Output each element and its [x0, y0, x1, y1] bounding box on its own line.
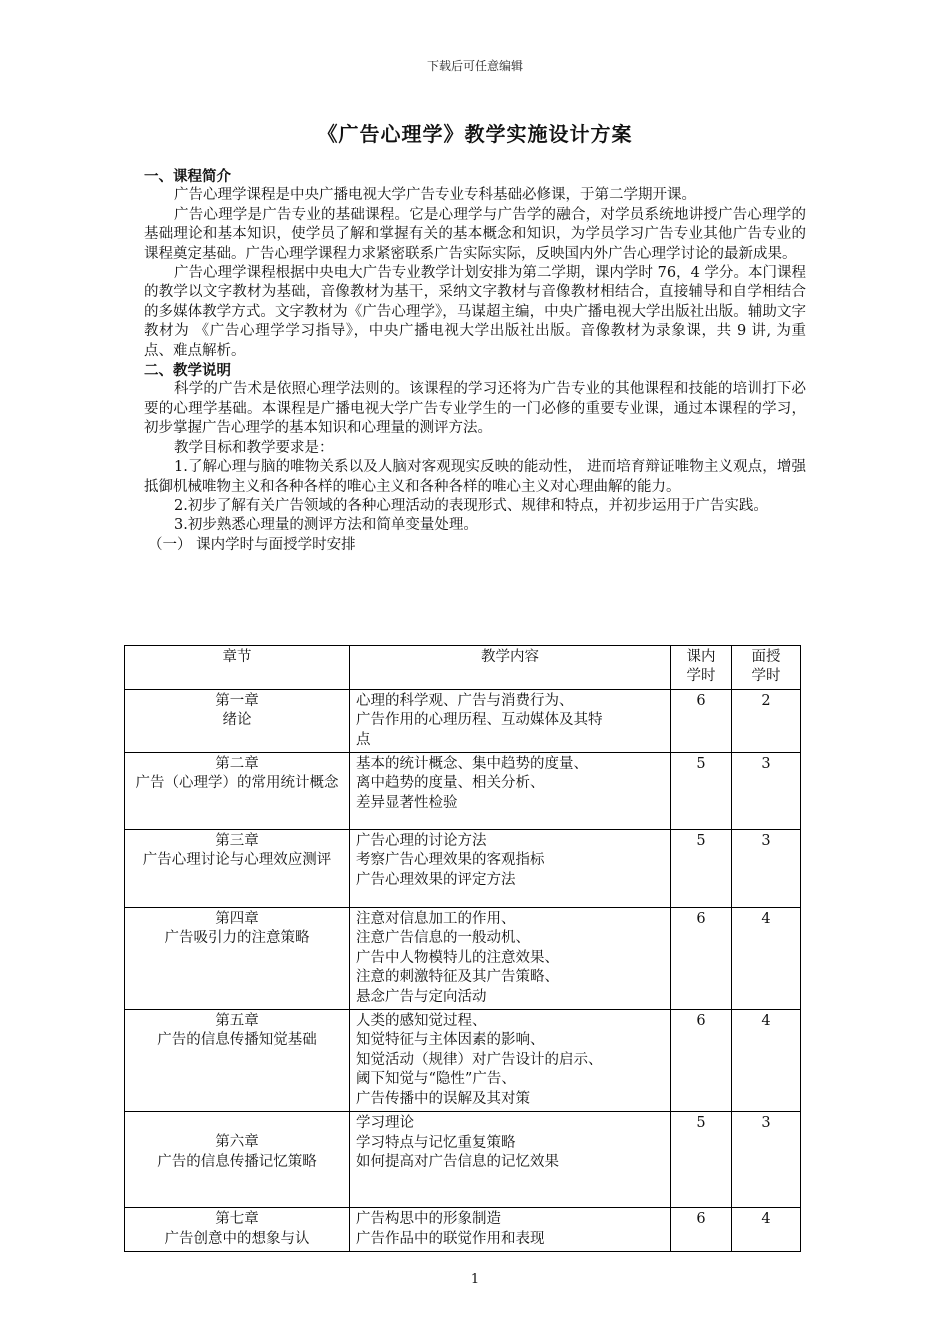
chapter-cell: 第三章 广告心理讨论与心理效应测评 [125, 830, 350, 908]
paragraph: 广告心理学是广告专业的基础课程。它是心理学与广告学的融合，对学员系统地讲授广告心理学的基础理论和基本知识，使学员了解和掌握有关的基本概念和知识，为学员学习广告专业其他广告专业的课程奠定基础。广告心理学课程力求紧密联系广告实际实际，反映国内外广告心理学讨论的最新成果。 [144, 206, 806, 262]
content-cell: 学习理论 学习特点与记忆重复策略 如何提高对广告信息的记忆效果 [350, 1112, 671, 1208]
in-class-hours-cell: 5 [671, 1112, 732, 1208]
table-header-row [125, 646, 801, 690]
page-number: 1 [470, 1272, 480, 1287]
list-item: 1.了解心理与脑的唯物关系以及人脑对客观现实反映的能动性， 进而培育辩证唯物主义观点，增强抵御机械唯物主义和各种各样的唯心主义和各种各样的唯心主义对心理曲解的能力。 [144, 459, 806, 495]
document-body [144, 167, 806, 555]
chapter-cell: 第四章 广告吸引力的注意策略 [125, 908, 350, 1010]
in-class-hours-cell: 6 [671, 1010, 732, 1112]
table-row [125, 830, 801, 908]
list-item: 3.初步熟悉心理量的测评方法和简单变量处理。 [174, 517, 478, 534]
paragraph: 广告心理学课程是中央广播电视大学广告专业专科基础必修课，于第二学期开课。 [174, 187, 696, 204]
face-hours-cell: 4 [732, 1010, 801, 1112]
header-chapter: 章节 [125, 646, 350, 690]
content-cell: 广告心理的讨论方法 考察广告心理效果的客观指标 广告心理效果的评定方法 [350, 830, 671, 908]
face-hours-cell: 2 [732, 689, 801, 752]
face-hours-cell: 4 [732, 1208, 801, 1252]
face-hours-cell: 4 [732, 908, 801, 1010]
in-class-hours-cell: 6 [671, 908, 732, 1010]
in-class-hours-cell: 5 [671, 753, 732, 830]
content-cell: 人类的感知觉过程、 知觉特征与主体因素的影响、 知觉活动（规律）对广告设计的启示、 阈下知觉与“隐性”广告、 广告传播中的误解及其对策 [350, 1010, 671, 1112]
chapter-cell: 第二章 广告（心理学）的常用统计概念 [125, 753, 350, 830]
section-heading-intro: 一、课程简介 [144, 168, 231, 185]
content-cell: 心理的科学观、广告与消费行为、 广告作用的心理历程、互动媒体及其特 点 [350, 689, 671, 752]
header-content: 教学内容 [350, 646, 671, 690]
section-heading-teaching: 二、教学说明 [144, 362, 231, 380]
content-cell: 基本的统计概念、集中趋势的度量、 离中趋势的度量、相关分析、 差异显著性检验 [350, 753, 671, 830]
header-in-class-hours: 课内 学时 [671, 646, 732, 690]
header-face-hours: 面授 学时 [732, 646, 801, 690]
chapter-cell: 第五章 广告的信息传播知觉基础 [125, 1010, 350, 1112]
face-hours-cell: 3 [732, 830, 801, 908]
header-note: 下载后可任意编辑 [426, 59, 523, 73]
table-row [125, 1208, 801, 1252]
chapter-cell: 第一章 绪论 [125, 689, 350, 752]
table-row [125, 753, 801, 830]
list-item: 2.初步了解有关广告领域的各种心理活动的表现形式、规律和特点，并初步运用于广告实践。 [174, 497, 768, 514]
in-class-hours-cell: 6 [671, 689, 732, 752]
table-row [125, 1112, 801, 1208]
paragraph: 教学目标和教学要求是： [174, 439, 334, 456]
subsection-heading: （一） 课内学时与面授学时安排 [148, 536, 356, 553]
paragraph: 广告心理学课程根据中央电大广告专业教学计划安排为第二学期，课内学时 76，4 学分。本门课程的教学以文字教材为基础，音像教材为基干，采纳文字教材与音像教材相结合，直接辅导和自学相结合的多媒体教学方式。文字教材为《广告心理学》，马谋超主编，中央广播电视大学出版社出版。辅助文字教材为 《广告心理学学习指导》，中央广播电视大学出版社出版。音像教材为录象课，共 9 讲, 为重点、难点解析。 [144, 265, 806, 359]
schedule-table [124, 645, 801, 1252]
table-row [125, 1010, 801, 1112]
paragraph: 科学的广告术是依照心理学法则的。该课程的学习还将为广告专业的其他课程和技能的培训打下必要的心理学基础。本课程是广播电视大学广告专业学生的一门必修的重要专业课，通过本课程的学习，初步掌握广告心理学的基本知识和心理量的测评方法。 [144, 381, 806, 437]
content-cell: 注意对信息加工的作用、 注意广告信息的一般动机、 广告中人物模特儿的注意效果、 注意的刺激特征及其广告策略、 悬念广告与定向活动 [350, 908, 671, 1010]
face-hours-cell: 3 [732, 753, 801, 830]
chapter-cell: 第七章 广告创意中的想象与认 [125, 1208, 350, 1252]
table-row [125, 908, 801, 1010]
table-row [125, 689, 801, 752]
face-hours-cell: 3 [732, 1112, 801, 1208]
document-title: 《广告心理学》教学实施设计方案 [317, 122, 633, 146]
chapter-cell: 第六章 广告的信息传播记忆策略 [125, 1112, 350, 1208]
in-class-hours-cell: 6 [671, 1208, 732, 1252]
content-cell: 广告构思中的形象制造 广告作品中的联觉作用和表现 [350, 1208, 671, 1252]
in-class-hours-cell: 5 [671, 830, 732, 908]
